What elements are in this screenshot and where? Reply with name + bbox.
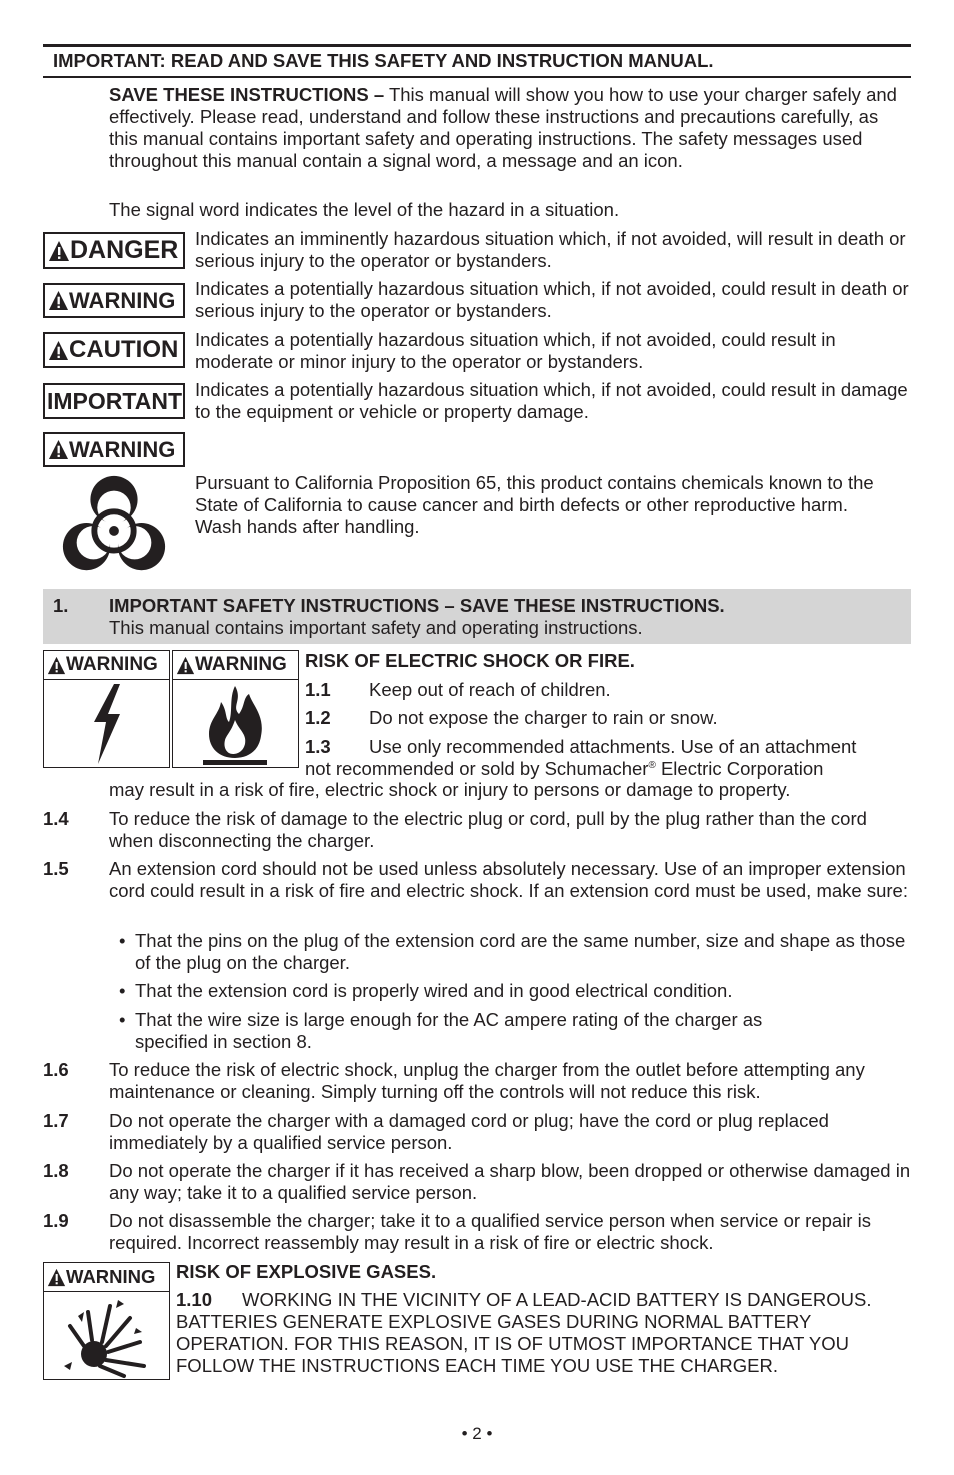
item-number: 1.1 — [305, 679, 331, 700]
item-text: Do not expose the charger to rain or snow. — [369, 707, 718, 728]
item-text: Keep out of reach of children. — [369, 679, 611, 700]
intro-paragraph: SAVE THESE INSTRUCTIONS – This manual will show you how to use your charger safely and effectively. Please read, understand and follow these instructions and precautions carefully, as this manual contains important safety and operating instructions. The safety messages used throughout this manual contain a signal word, a message and an icon. — [109, 84, 897, 171]
explosion-icon — [44, 1292, 169, 1380]
item-text-continued: BATTERIES GENERATE EXPLOSIVE GASES DURING NORMAL BATTERY OPERATION. FOR THIS REASON, IT IS OF UTMOST IMPORTANCE THAT YOU FOLLOW THE INSTRUCTIONS EACH TIME YOU USE THE CHARGER. — [176, 1311, 849, 1376]
fire-icon — [173, 680, 298, 768]
item-number: 1.6 — [43, 1059, 69, 1080]
warning-triangle-icon — [47, 1268, 66, 1287]
item-number: 1.8 — [43, 1160, 69, 1181]
warning-triangle-icon — [176, 656, 195, 675]
section-subtitle: This manual contains important safety and operating instructions. — [109, 617, 643, 638]
caution-description: Indicates a potentially hazardous situation which, if not avoided, could result in moderate or minor injury to the operator or bystanders. — [195, 329, 836, 372]
electric-shock-icon — [44, 680, 169, 768]
item-text: Do not disassemble the charger; take it to a qualified service person when service or repair is required. Incorrect reassembly may result in a risk of fire or electric shock. — [109, 1210, 871, 1253]
item-text: Do not operate the charger with a damaged cord or plug; have the cord or plug replaced immediately by a qualified service person. — [109, 1110, 829, 1153]
prop65-text: Pursuant to California Proposition 65, this product contains chemicals known to the State of California to cause cancer and birth defects or other reproductive harm. Wash hands after handling. — [195, 472, 874, 537]
banner-bottom-rule — [43, 76, 911, 78]
banner-title: IMPORTANT: READ AND SAVE THIS SAFETY AND INSTRUCTION MANUAL. — [53, 50, 714, 71]
item-number: 1.5 — [43, 858, 69, 879]
warning-triangle-icon — [48, 290, 69, 311]
important-description: Indicates a potentially hazardous situation which, if not avoided, could result in damage to the equipment or vehicle or property damage. — [195, 379, 908, 422]
section-number: 1. — [53, 595, 69, 616]
danger-label: DANGER — [43, 232, 185, 269]
top-rule — [43, 44, 911, 47]
warning-label: WARNING — [43, 283, 185, 318]
signal-intro: The signal word indicates the level of the hazard in a situation. — [109, 199, 620, 220]
biohazard-icon — [55, 470, 173, 582]
item-text: An extension cord should not be used unless absolutely necessary. Use of an improper extension cord could result in a risk of fire and electric shock. If an extension cord must be used, make sure: — [109, 858, 908, 901]
warning-description: Indicates a potentially hazardous situation which, if not avoided, could result in death or serious injury to the operator or bystanders. — [195, 278, 909, 321]
item-text: WORKING IN THE VICINITY OF A LEAD-ACID BATTERY IS DANGEROUS. — [242, 1289, 872, 1310]
shock-warning-box: WARNING — [43, 650, 170, 768]
warning-triangle-icon — [48, 439, 69, 460]
item-text: Do not operate the charger if it has received a sharp blow, been dropped or otherwise damaged in any way; take it to a qualified service person. — [109, 1160, 911, 1203]
item-text-continued: may result in a risk of fire, electric shock or injury to persons or damage to property. — [109, 779, 791, 800]
page-number: • 2 • — [461, 1424, 493, 1443]
gas-heading: RISK OF EXPLOSIVE GASES. — [176, 1261, 437, 1282]
item-number: 1.2 — [305, 707, 331, 728]
danger-description: Indicates an imminently hazardous situation which, if not avoided, will result in death or serious injury to the operator or bystanders. — [195, 228, 906, 271]
item-number: 1.4 — [43, 808, 69, 829]
explosion-warning-box: WARNING — [43, 1262, 170, 1380]
item-number: 1.3 — [305, 736, 331, 757]
item-text: Use only recommended attachments. Use of an attachment — [369, 736, 857, 757]
item-number: 1.9 — [43, 1210, 69, 1231]
prop65-warning-label: WARNING — [43, 432, 185, 467]
registered-mark: ® — [648, 759, 656, 771]
caution-label: CAUTION — [43, 332, 185, 368]
item-text-continued: not recommended or sold by Schumacher® Electric Corporation — [305, 758, 824, 779]
warning-triangle-icon — [47, 656, 66, 675]
item-text: To reduce the risk of electric shock, unplug the charger from the outlet before attempting any maintenance or cleaning. Simply turning off the controls will not reduce this risk. — [109, 1059, 865, 1102]
warning-triangle-icon — [48, 340, 69, 361]
important-label: IMPORTANT — [43, 383, 185, 419]
item-text: To reduce the risk of damage to the electric plug or cord, pull by the plug rather than the cord when disconnecting the charger. — [109, 808, 867, 851]
item-number: 1.7 — [43, 1110, 69, 1131]
item-number: 1.10 — [176, 1289, 213, 1310]
shock-heading: RISK OF ELECTRIC SHOCK OR FIRE. — [305, 650, 635, 671]
warning-triangle-icon — [48, 240, 70, 262]
fire-warning-box: WARNING — [172, 650, 299, 768]
section-title: IMPORTANT SAFETY INSTRUCTIONS – SAVE THESE INSTRUCTIONS. — [109, 595, 725, 616]
